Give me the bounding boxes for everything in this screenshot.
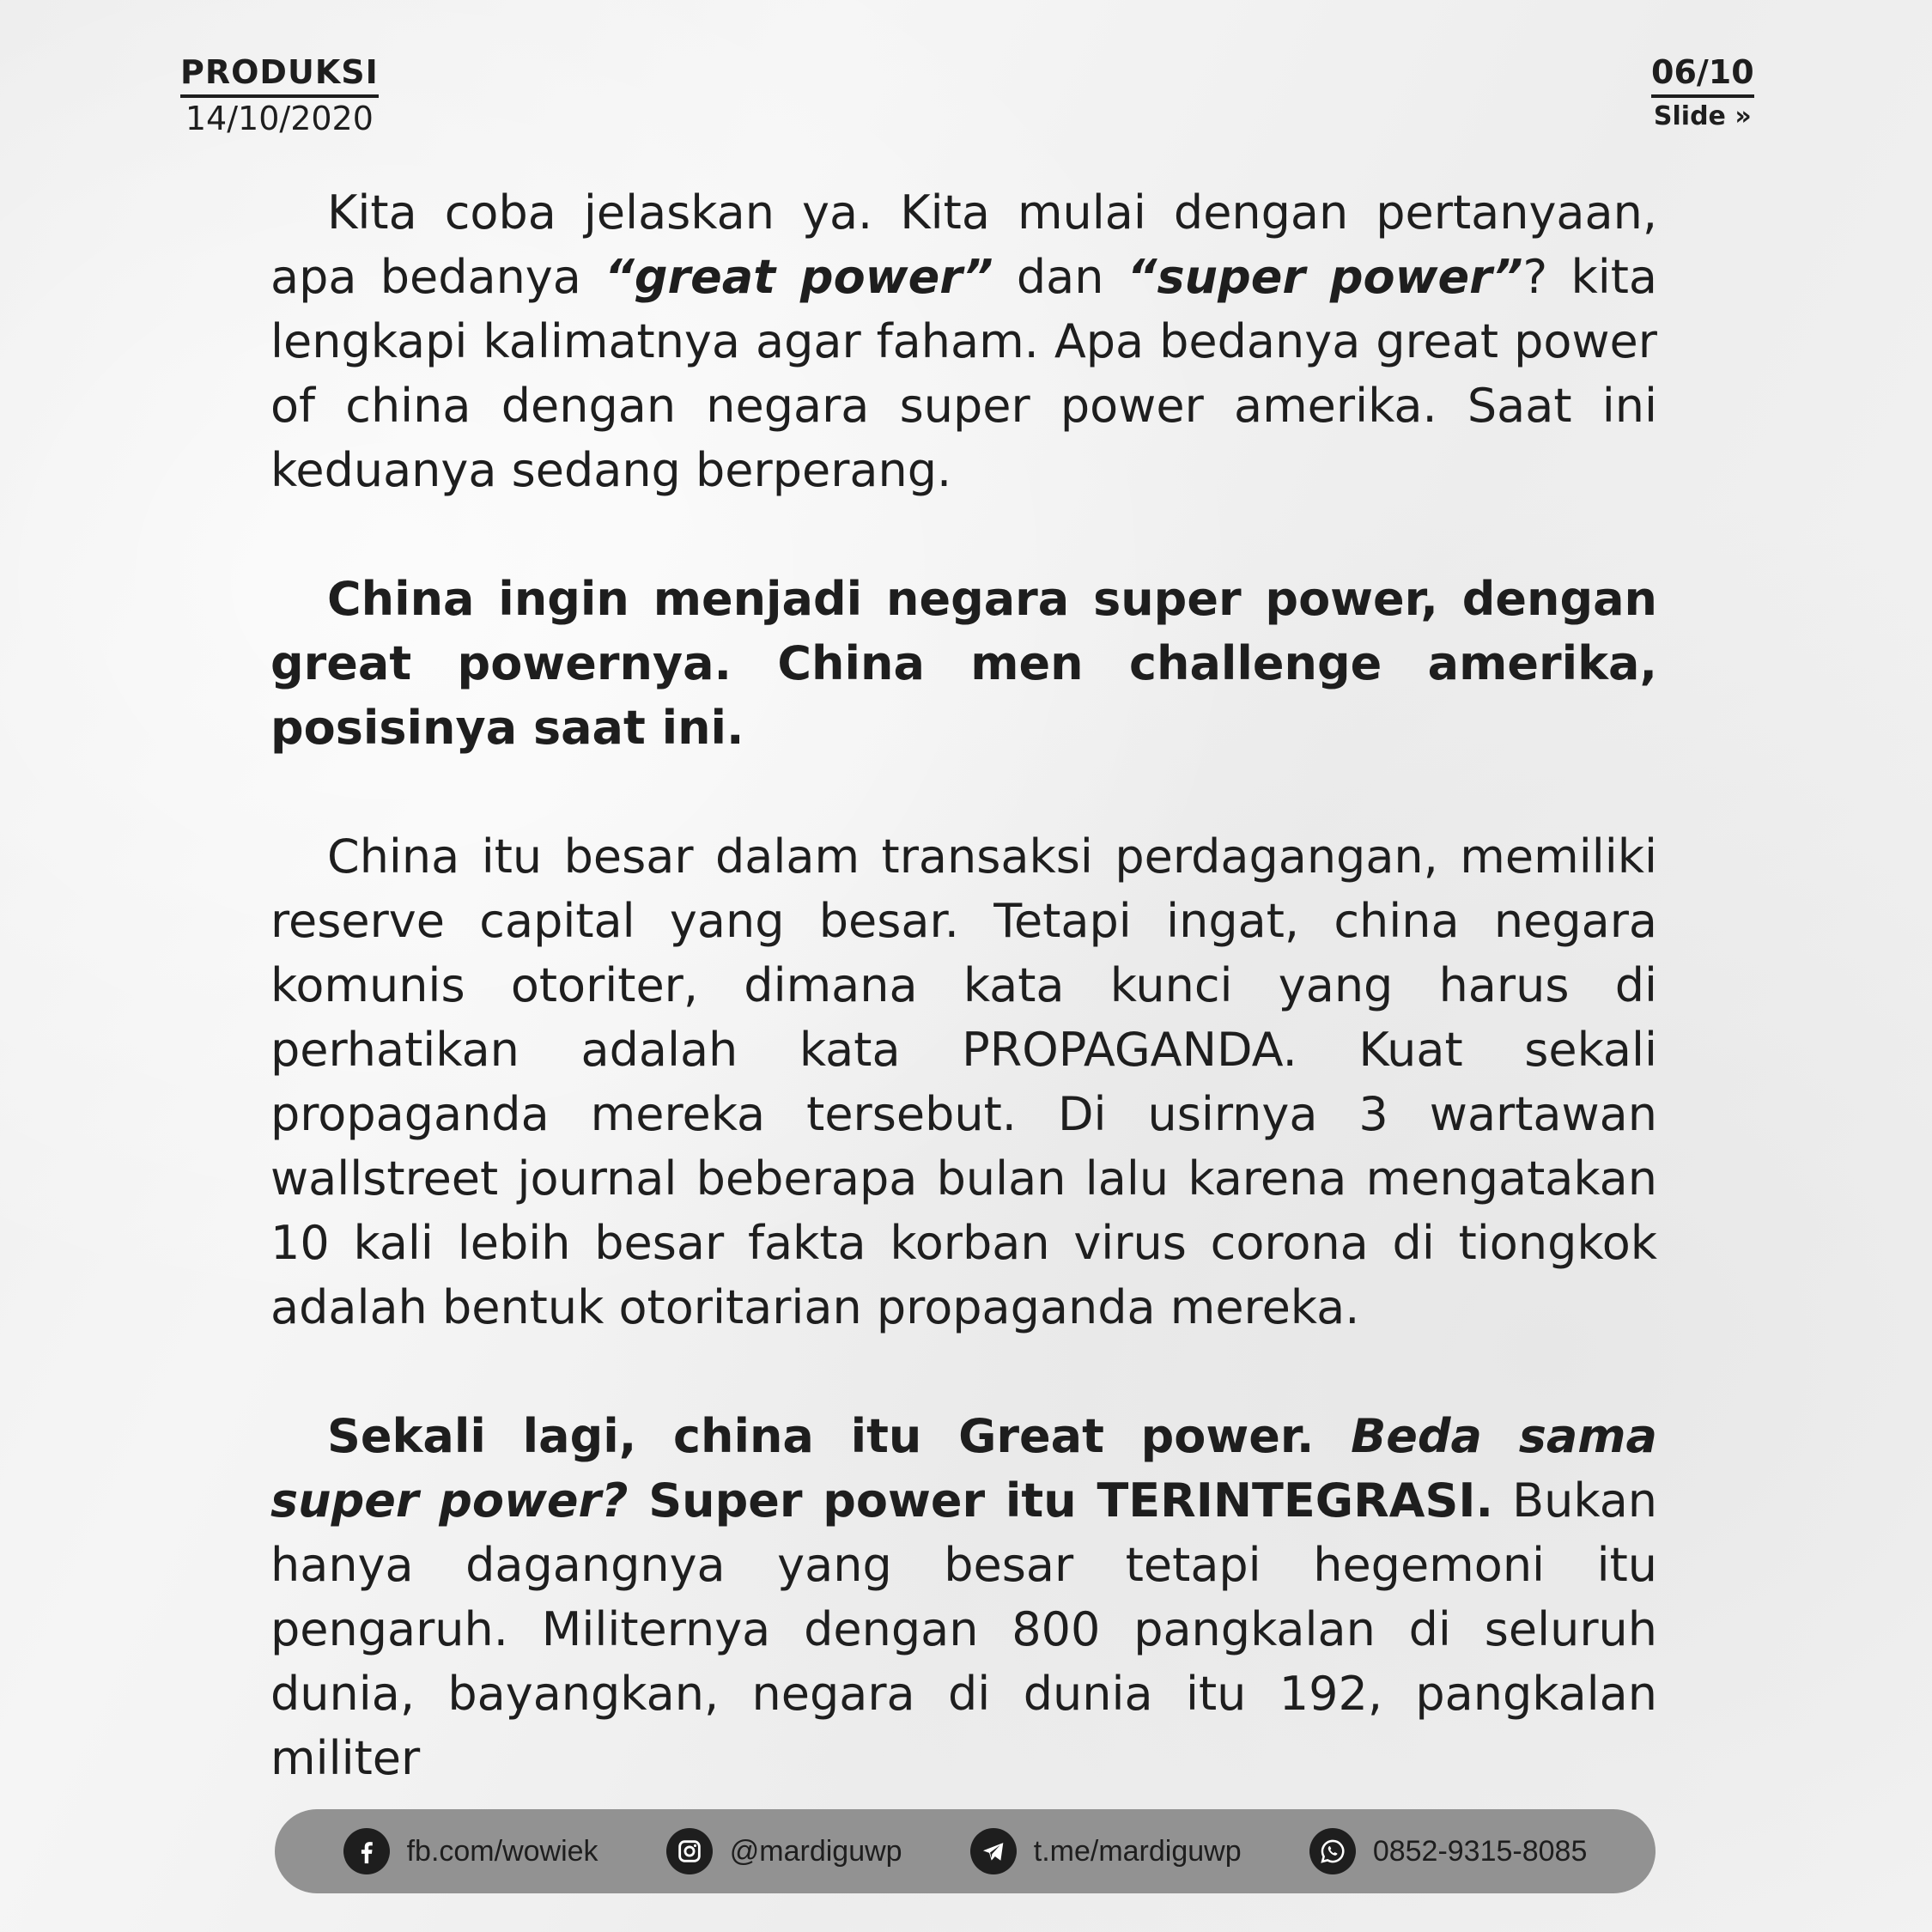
facebook-label: fb.com/wowiek — [406, 1834, 598, 1868]
contact-whatsapp[interactable] — [1309, 1828, 1588, 1874]
contact-footer — [275, 1809, 1656, 1893]
bold-text: Super power itu TERINTEGRASI. — [628, 1473, 1493, 1528]
paragraph-1 — [270, 180, 1657, 502]
whatsapp-icon — [1309, 1828, 1356, 1874]
text: Bukan hanya dagangnya yang besar tetapi hegemoni itu pengaruh. Militernya dengan 800 pangkalan di seluruh dunia, bayangkan, negara di dunia itu 192, pangkalan militer — [270, 1473, 1658, 1785]
instagram-label: @mardiguwp — [729, 1834, 902, 1868]
emphasis-great-power: “great power” — [605, 250, 993, 304]
bold-italic-text: Beda sama super power? — [270, 1409, 1657, 1528]
article-body — [270, 180, 1657, 1855]
text: ? kita lengkapi kalimatnya agar faham. Apa bedanya great power of china dengan negara super power amerika. Saat ini keduanya sedang berperang. — [270, 250, 1657, 497]
telegram-label: t.me/mardiguwp — [1033, 1834, 1242, 1868]
post-date: 14/10/2020 — [185, 100, 374, 137]
contact-facebook[interactable] — [343, 1828, 598, 1874]
paragraph-3: China itu besar dalam transaksi perdagangan, memiliki reserve capital yang besar. Tetapi ingat, china negara komunis otoriter, dimana kata kunci yang harus di perhatikan adalah kata PROPAGANDA. Kuat sekali propaganda mereka tersebut. Di usirnya 3 wartawan wallstreet journal beberapa bulan lalu karena mengatakan 10 kali lebih besar fakta korban virus corona di tiongkok adalah bentuk otoritarian propaganda mereka. — [270, 829, 1657, 1334]
double-chevron-right-icon: » — [1735, 101, 1752, 131]
paragraph-2: China ingin menjadi negara super power, dengan great powernya. China men challenge amerika, posisinya saat ini. — [270, 572, 1657, 755]
page-number: 06/10 — [1651, 53, 1754, 98]
text: Kita coba jelaskan ya. Kita mulai dengan pertanyaan, apa bedanya — [270, 185, 1657, 304]
paragraph-4 — [270, 1404, 1657, 1790]
emphasis-super-power: “super power” — [1127, 250, 1523, 304]
contact-telegram[interactable] — [970, 1828, 1242, 1874]
instagram-icon — [666, 1828, 713, 1874]
slide-next[interactable] — [1651, 98, 1754, 136]
whatsapp-label: 0852-9315-8085 — [1372, 1834, 1588, 1868]
header-section — [180, 53, 379, 139]
text: dan — [993, 250, 1127, 304]
bold-text: Sekali lagi, china itu Great power. — [327, 1409, 1352, 1463]
page-indicator — [1651, 53, 1754, 136]
contact-instagram[interactable] — [666, 1828, 902, 1874]
slide-label: Slide — [1653, 101, 1726, 131]
facebook-icon — [343, 1828, 390, 1874]
section-title: PRODUKSI — [180, 53, 379, 98]
telegram-icon — [970, 1828, 1017, 1874]
